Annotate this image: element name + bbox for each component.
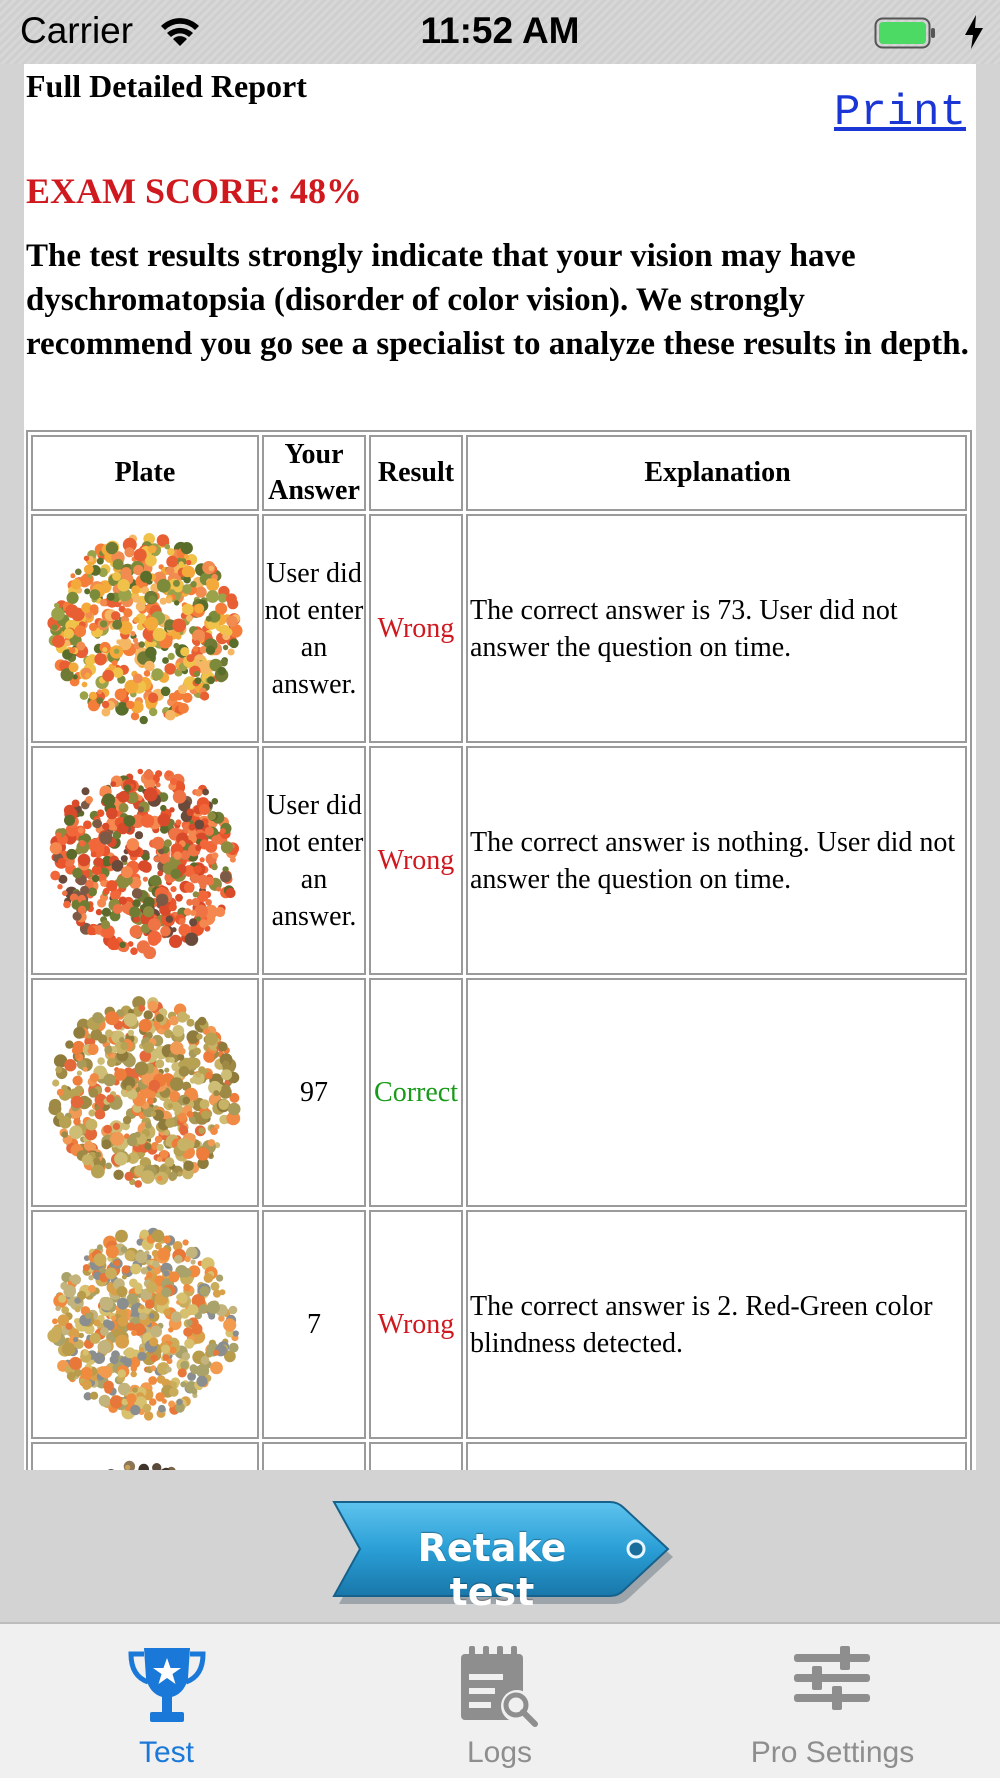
table-row <box>31 514 967 743</box>
ishihara-plate-icon <box>47 531 243 727</box>
answer-cell: User did not enter an answer. <box>262 514 366 743</box>
table-row <box>31 1442 967 1470</box>
result-cell: Wrong <box>369 514 463 743</box>
explanation-cell: The correct answer is 73. User did not answer the question on time. <box>466 514 967 743</box>
explanation-cell <box>466 1442 967 1470</box>
battery-icon <box>874 16 936 50</box>
tab-pro-settings-label: Pro Settings <box>750 1736 915 1769</box>
logs-calendar-search-icon <box>457 1644 541 1730</box>
column-header-plate: Plate <box>31 435 259 511</box>
result-cell: Wrong <box>369 1210 463 1439</box>
column-header-explanation: Explanation <box>466 435 967 511</box>
tab-test[interactable] <box>0 1624 333 1778</box>
ishihara-plate-icon <box>47 763 243 959</box>
status-bar <box>0 0 1000 64</box>
result-cell: Wrong <box>369 746 463 975</box>
tab-test-label: Test <box>138 1736 195 1769</box>
answer-cell <box>262 1442 366 1470</box>
clock-time: 11:52 AM <box>420 10 580 51</box>
ishihara-plate-icon <box>47 1459 243 1471</box>
explanation-cell: The correct answer is 2. Red-Green color blindness detected. <box>466 1210 967 1439</box>
tab-logs[interactable] <box>333 1624 666 1778</box>
trophy-icon <box>128 1644 206 1728</box>
ishihara-plate-icon <box>47 1227 243 1423</box>
explanation-cell <box>466 978 967 1207</box>
answer-cell: User did not enter an answer. <box>262 746 366 975</box>
ishihara-plate-icon <box>47 995 243 1191</box>
table-row <box>31 978 967 1207</box>
sliders-icon <box>792 1644 872 1710</box>
report-webview[interactable] <box>24 64 976 1470</box>
table-row <box>31 1210 967 1439</box>
answer-cell: 97 <box>262 978 366 1207</box>
result-summary: The test results strongly indicate that your vision may have dyschromatopsia (disorder of color vision). We strongly recommend you go see a specialist to analyze these results in depth. <box>26 238 969 362</box>
column-header-result: Result <box>369 435 463 511</box>
carrier-label: Carrier <box>20 10 134 51</box>
result-cell <box>369 1442 463 1470</box>
retake-test-button[interactable] <box>330 1496 680 1614</box>
tab-pro-settings[interactable] <box>666 1624 999 1778</box>
tab-bar <box>0 1622 1000 1778</box>
report-title: Full Detailed Report <box>26 68 307 104</box>
explanation-cell: The correct answer is nothing. User did not answer the question on time. <box>466 746 967 975</box>
results-table <box>26 430 972 1470</box>
exam-score: EXAM SCORE: 48% <box>26 171 363 211</box>
result-cell: Correct <box>369 978 463 1207</box>
charging-bolt-icon <box>963 14 985 50</box>
table-row <box>31 746 967 975</box>
answer-cell: 7 <box>262 1210 366 1439</box>
table-header-row <box>31 435 967 511</box>
column-header-answer: Your Answer <box>262 435 366 511</box>
retake-test-label: Retake test <box>417 1526 567 1614</box>
tab-logs-label: Logs <box>466 1736 533 1769</box>
print-link[interactable]: Print <box>833 88 966 138</box>
